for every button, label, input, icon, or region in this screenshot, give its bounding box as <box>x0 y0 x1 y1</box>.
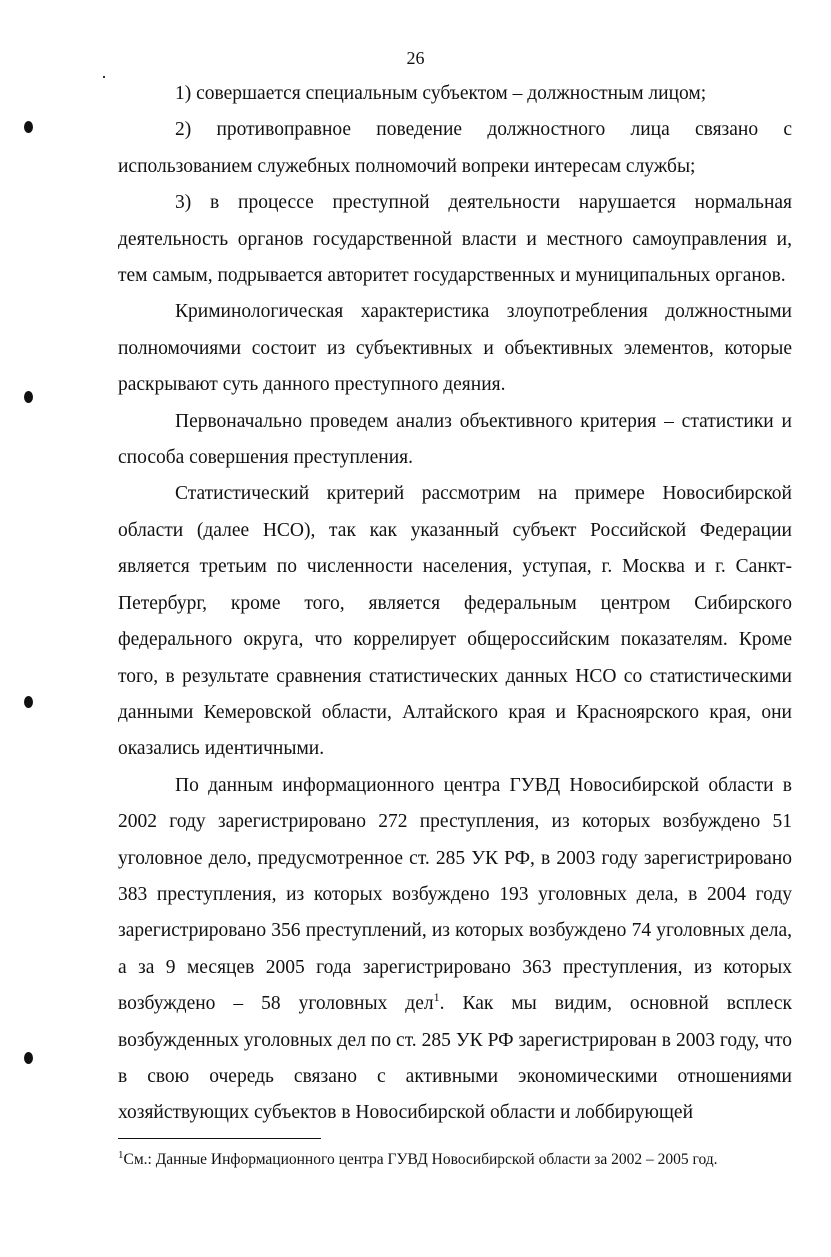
footnote-reference[interactable]: 1 <box>433 990 440 1005</box>
paragraph: Первоначально проведем анализ объективного критерия – статистики и способа совершения преступления. <box>118 410 792 469</box>
paragraph: 1) совершается специальным субъектом – должностным лицом; <box>175 83 707 104</box>
paragraph: Статистический критерий рассмотрим на примере Новосибирской области (далее НСО), так как указанный субъект Российской Федерации является третьим по численности населения, уступая, г. Москва и г. Санкт-Петербург, кроме того, является федеральным центром Сибирского федерального округа, что коррелирует общероссийским показателям. Кроме того, в результате сравнения статистических данных НСО со статистическими данными Кемеровской области, Алтайского края и Красноярского края, они оказались идентичными. <box>118 483 792 760</box>
paragraph: 3) в процессе преступной деятельности нарушается нормальная деятельность органов государственной власти и местного самоуправления и, тем самым, подрывается авторитет государственных и муниципальных органов. <box>118 192 792 287</box>
page-number: 26 <box>406 48 425 68</box>
binding-hole-mark <box>24 696 33 708</box>
paragraph-text: По данным информационного центра ГУВД Новосибирской области в 2002 году зарегистрировано 272 преступления, из которых возбуждено 51 уголовное дело, предусмотренное ст. 285 УК РФ, в 2003 году зарегистрировано 383 преступления, из которых возбуждено 193 уголовных дела, в 2004 году зарегистрировано 356 преступлений, из которых возбуждено 74 уголовных дела, а за 9 месяцев 2005 года зарегистрировано 363 преступления, из которых возбуждено – 58 уголовных дел <box>118 774 792 1015</box>
paragraph: 2) противоправное поведение должностного лица связано с использованием служебных полномочий вопреки интересам службы; <box>118 119 792 177</box>
document-body <box>118 76 792 1132</box>
scan-speck <box>103 76 105 78</box>
paragraph-text: . Как мы видим, основной всплеск возбужденных уголовных дел по ст. 285 УК РФ зарегистрирован в 2003 году, что в свою очередь связано с активными экономическими отношениями хозяйствующих субъектов в Новосибирской области и лоббирующей <box>118 993 792 1124</box>
footnote <box>118 1150 798 1170</box>
binding-hole-mark <box>24 1052 33 1064</box>
paragraph-statistics <box>118 768 792 1132</box>
footnote-mark: 1 <box>118 1149 124 1161</box>
footnote-divider <box>118 1138 321 1139</box>
binding-hole-mark <box>24 121 33 133</box>
binding-hole-mark <box>24 391 33 403</box>
paragraph: Криминологическая характеристика злоупотребления должностными полномочиями состоит из субъективных и объективных элементов, которые раскрывают суть данного преступного деяния. <box>118 301 792 396</box>
footnote-text: См.: Данные Информационного центра ГУВД Новосибирской области за 2002 – 2005 год. <box>123 1151 718 1168</box>
